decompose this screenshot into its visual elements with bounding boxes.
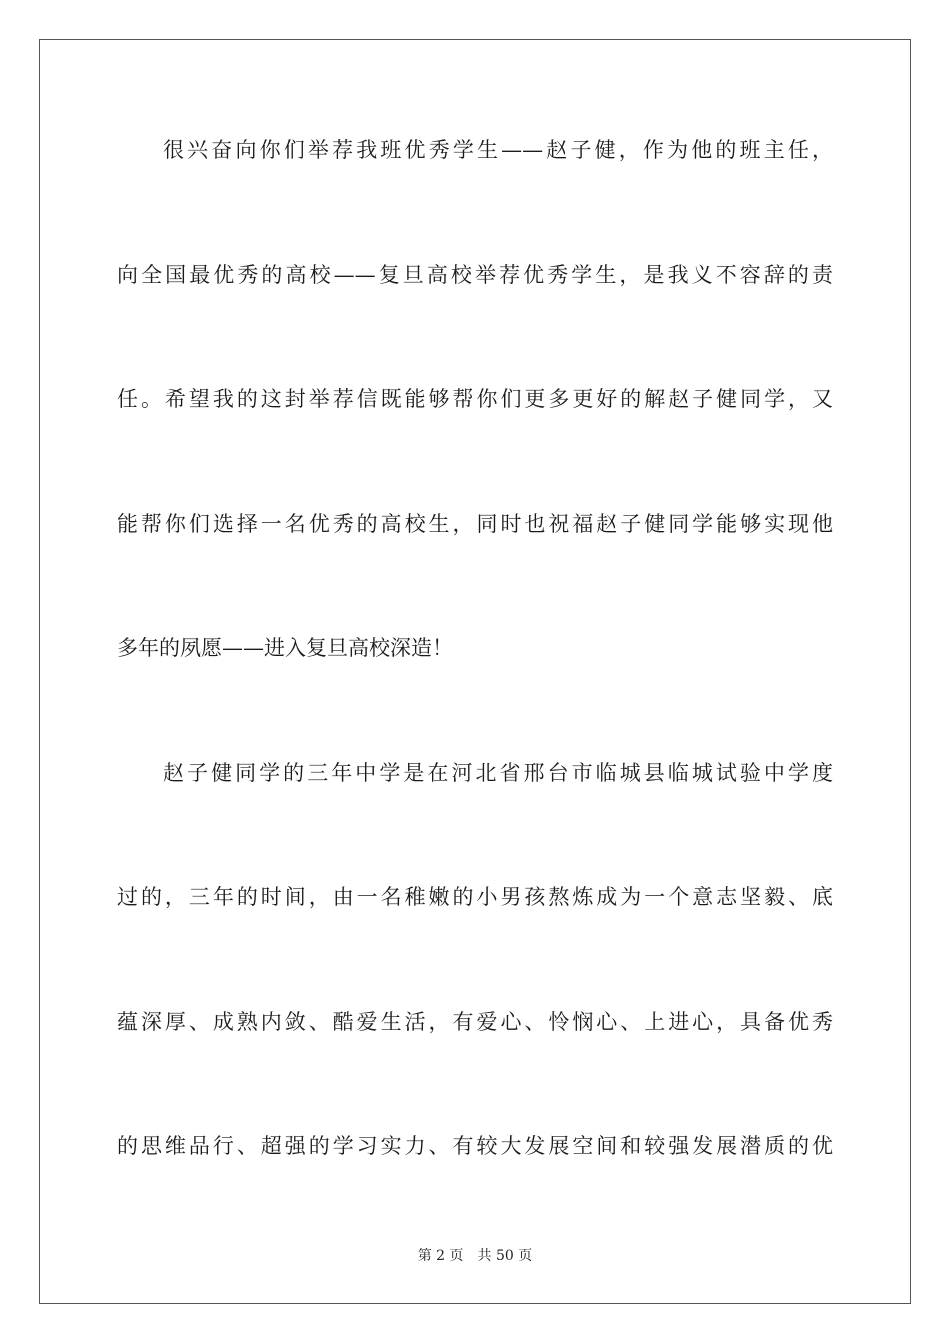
paragraph-line-3: 任。希望我的这封举荐信既能够帮你们更多更好的解赵子健同学，又 <box>117 387 833 411</box>
page-number: 第 2 页 <box>417 1248 464 1264</box>
paragraph-line-7: 过的，三年的时间，由一名稚嫩的小男孩熬炼成为一个意志坚毅、底 <box>117 885 833 909</box>
paragraph-line-6: 赵子健同学的三年中学是在河北省邢台市临城县临城试验中学度 <box>163 761 833 785</box>
paragraph-line-4: 能帮你们选择一名优秀的高校生，同时也祝福赵子健同学能够实现他 <box>117 512 833 536</box>
page-total: 共 50 页 <box>477 1248 533 1264</box>
page-footer <box>0 1247 950 1265</box>
paragraph-line-5: 多年的夙愿——进入复旦高校深造！ <box>117 636 453 660</box>
paragraph-line-1: 很兴奋向你们举荐我班优秀学生——赵子健，作为他的班主任， <box>163 138 833 162</box>
paragraph-line-8: 蕴深厚、成熟内敛、酷爱生活，有爱心、怜悯心、上进心，具备优秀 <box>117 1010 833 1034</box>
paragraph-line-2: 向全国最优秀的高校——复旦高校举荐优秀学生，是我义不容辞的责 <box>117 263 833 287</box>
paragraph-line-9: 的思维品行、超强的学习实力、有较大发展空间和较强发展潜质的优 <box>117 1134 833 1158</box>
page-border <box>39 39 911 1304</box>
